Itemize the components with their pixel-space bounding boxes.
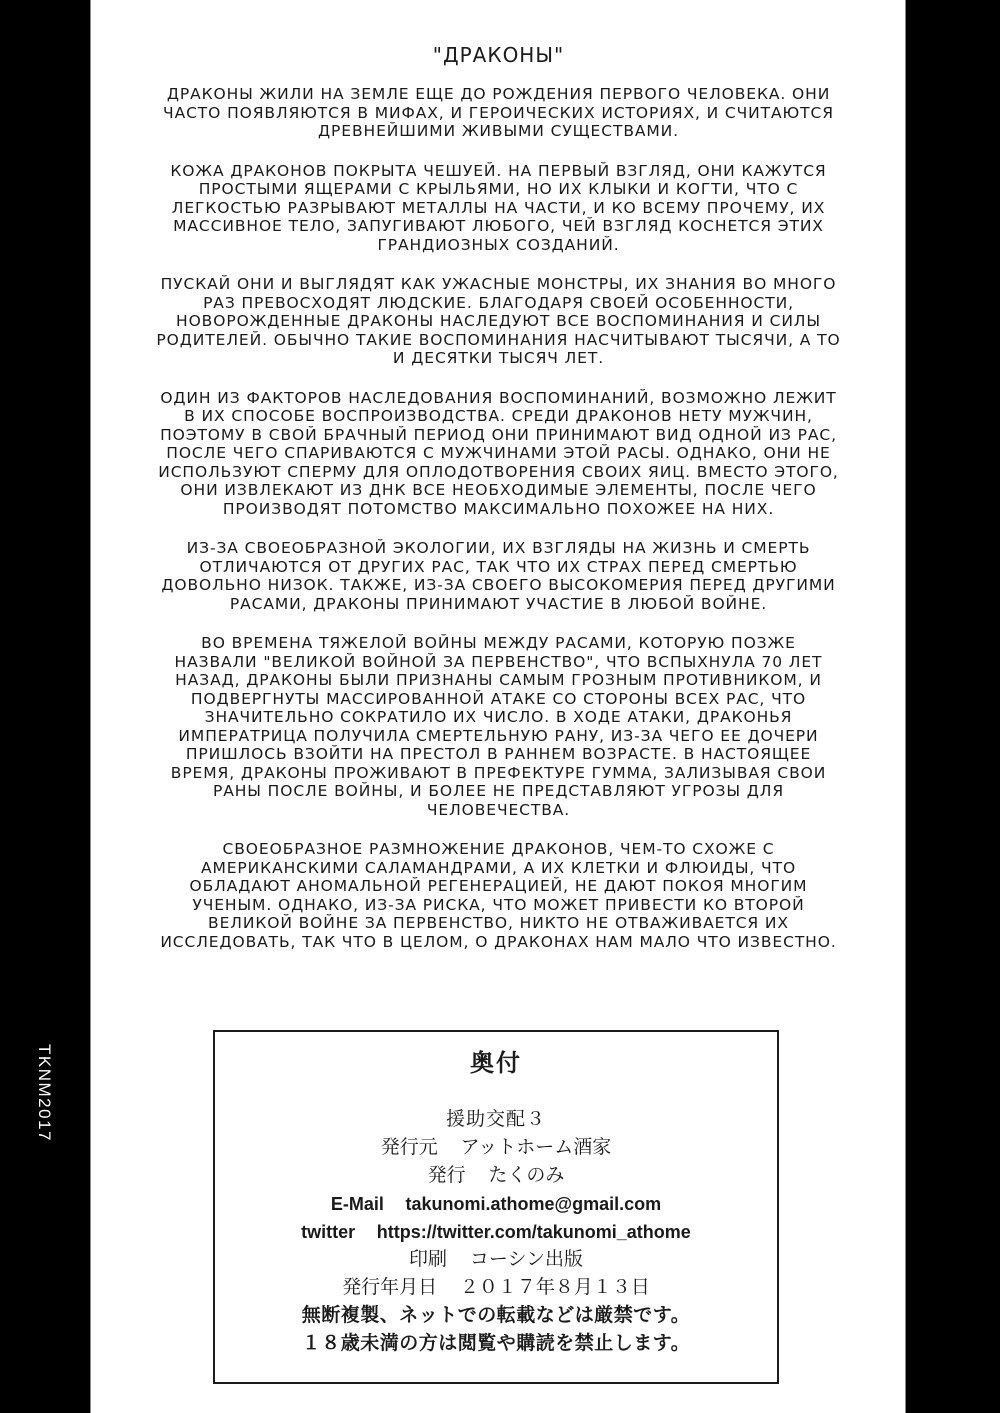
story-line: ПОЭТОМУ В СВОЙ БРАЧНЫЙ ПЕРИОД ОНИ ПРИНИМАЮТ ВИД ОДНОЙ ИЗ РАС, xyxy=(160,425,837,444)
colophon-row-value: https://twitter.com/takunomi_athome xyxy=(376,1222,691,1242)
story-line: АМЕРИКАНСКИМИ САЛАМАНДРАМИ, А ИХ КЛЕТКИ И ФЛЮИДЫ, ЧТО xyxy=(200,858,797,877)
story-line: ЧЕЛОВЕЧЕСТВА. xyxy=(426,800,571,819)
story-line: РАСАМИ, ДРАКОНЫ ПРИНИМАЮТ УЧАСТИЕ В ЛЮБОЙ ВОЙНЕ. xyxy=(229,594,768,613)
story-line: ПРОСТЫМИ ЯЩЕРАМИ С КРЫЛЬЯМИ, НО ИХ КЛЫКИ И КОГТИ, ЧТО С xyxy=(198,180,799,198)
story-line: В ИХ СПОСОБЕ ВОСПРОИЗВОДСТВА. СРЕДИ ДРАКОНОВ НЕТУ МУЖЧИН, xyxy=(184,407,813,425)
colophon-row-label: 発行 xyxy=(427,1165,466,1186)
story-line: МАССИВНОЕ ТЕЛО, ЗАПУГИВАЮТ ЛЮБОГО, ЧЕЙ ВЗГЛЯД КОСНЕТСЯ ЭТИХ xyxy=(173,217,824,235)
story-line: ГРАНДИОЗНЫХ СОЗДАНИЙ. xyxy=(377,235,620,254)
story-paragraph xyxy=(91,275,906,368)
story-line: КОЖА ДРАКОНОВ ПОКРЫТА ЧЕШУЕЙ. НА ПЕРВЫЙ ВЗГЛЯД, ОНИ КАЖУТСЯ xyxy=(170,161,827,180)
colophon-notice: １８歳未満の方は閲覧や購読を禁止します。 xyxy=(301,1333,691,1354)
story-line: РАЗ ПРЕВОСХОДЯТ ЛЮДСКИЕ. БЛАГОДАРЯ СВОЕЙ ОСОБЕННОСТИ, xyxy=(203,293,794,312)
story-line: ИССЛЕДОВАТЬ, ТАК ЧТО В ЦЕЛОМ, О ДРАКОНАХ НАМ МАЛО ЧТО ИЗВЕСТНО. xyxy=(160,932,837,951)
colophon-heading: 奥付 xyxy=(470,1050,522,1077)
story-paragraph xyxy=(91,389,906,519)
colophon-row-value: たくのみ xyxy=(488,1165,565,1186)
left-scan-margin xyxy=(0,0,91,1413)
colophon-rows xyxy=(215,1134,777,1302)
story-line: ВО ВРЕМЕНА ТЯЖЕЛОЙ ВОЙНЫ МЕЖДУ РАСАМИ, КОТОРУЮ ПОЗЖЕ xyxy=(201,634,796,652)
story-line: ИЗ-ЗА СВОЕОБРАЗНОЙ ЭКОЛОГИИ, ИХ ВЗГЛЯДЫ НА ЖИЗНЬ И СМЕРТЬ xyxy=(186,539,811,557)
story-paragraph xyxy=(91,840,906,951)
colophon-row xyxy=(215,1190,777,1218)
colophon-row-value: コーシン出版 xyxy=(469,1249,583,1270)
story-line: ПРИШЛОСЬ ВЗОЙТИ НА ПРЕСТОЛ В РАННЕМ ВОЗРАСТЕ. В НАСТОЯЩЕЕ xyxy=(185,745,812,763)
story-title: "ДРАКОНЫ" xyxy=(432,43,565,67)
story-line: ЛЕГКОСТЬЮ РАЗРЫВАЮТ МЕТАЛЛЫ НА ЧАСТИ, И КО ВСЕМУ ПРОЧЕМУ, ИХ xyxy=(171,198,826,217)
story-line: НОВОРОЖДЕННЫЕ ДРАКОНЫ НАСЛЕДУЮТ ВСЕ ВОСПОМИНАНИЯ И СИЛЫ xyxy=(176,312,821,330)
story-line: ОБЛАДАЮТ АНОМАЛЬНОЙ РЕГЕНЕРАЦИЕЙ, НЕ ДАЮТ ПОКОЯ МНОГИМ xyxy=(189,877,808,895)
work-title: 援助交配３ xyxy=(445,1109,546,1130)
story-line: ВЕЛИКОЙ ВОЙНЕ ЗА ПЕРВЕНСТВО, НИКТО НЕ ОТВАЖИВАЕТСЯ ИХ xyxy=(208,914,789,932)
story-paragraph xyxy=(91,539,906,613)
colophon-box xyxy=(213,1030,779,1384)
story-line: РАНЫ ПОСЛЕ ВОЙНЫ, И БОЛЕЕ НЕ ПРЕДСТАВЛЯЮТ УГРОЗЫ ДЛЯ xyxy=(212,782,785,800)
story-line: ИМПЕРАТРИЦА ПОЛУЧИЛА СМЕРТЕЛЬНУЮ РАНУ, ИЗ-ЗА ЧЕГО ЕЕ ДОЧЕРИ xyxy=(178,726,819,745)
colophon-row-value: アットホーム酒家 xyxy=(460,1137,612,1158)
colophon-row-label: 発行元 xyxy=(380,1137,438,1158)
colophon-row-value: ２０１７年８月１３日 xyxy=(459,1277,650,1298)
colophon-row-label: twitter xyxy=(301,1222,356,1242)
colophon-row xyxy=(215,1134,777,1162)
story-line: ДОВОЛЬНО НИЗОК. ТАКЖЕ, ИЗ-ЗА СВОЕГО ВЫСОКОМЕРИЯ ПЕРЕД ДРУГИМИ xyxy=(161,576,836,594)
colophon-row-label: E-Mail xyxy=(330,1194,384,1214)
colophon-notices xyxy=(215,1302,777,1358)
story-paragraph xyxy=(91,634,906,819)
right-scan-margin xyxy=(905,0,1000,1413)
colophon-row xyxy=(215,1162,777,1190)
colophon-row xyxy=(215,1274,777,1302)
story-line: ЧАСТО ПОЯВЛЯЮТСЯ В МИФАХ, И ГЕРОИЧЕСКИХ ИСТОРИЯХ, И СЧИТАЮТСЯ xyxy=(163,103,834,122)
story-line: ДРЕВНЕЙШИМИ ЖИВЫМИ СУЩЕСТВАМИ. xyxy=(318,122,679,140)
colophon-row xyxy=(215,1218,777,1246)
story-line: ПРОИЗВОДЯТ ПОТОМСТВО МАКСИМАЛЬНО ПОХОЖЕЕ НА НИХ. xyxy=(222,499,775,518)
colophon-notice: 無断複製、ネットでの転載などは厳禁です。 xyxy=(301,1305,691,1326)
story-line: ДРАКОНЫ ЖИЛИ НА ЗЕМЛЕ ЕЩЕ ДО РОЖДЕНИЯ ПЕРВОГО ЧЕЛОВЕКА. ОНИ xyxy=(166,85,831,103)
story-line: ВРЕМЯ, ДРАКОНЫ ПРОЖИВАЮТ В ПРЕФЕКТУРЕ ГУММА, ЗАЛИЗЫВАЯ СВОИ xyxy=(170,763,827,782)
story-line: НАЗАД, ДРАКОНЫ БЫЛИ ПРИЗНАНЫ САМЫМ ГРОЗНЫМ ПРОТИВНИКОМ, И xyxy=(175,671,822,689)
story-line: ОДИН ИЗ ФАКТОРОВ НАСЛЕДОВАНИЯ ВОСПОМИНАНИЙ, ВОЗМОЖНО ЛЕЖИТ xyxy=(160,388,837,407)
story-paragraph xyxy=(91,162,906,255)
colophon-row-label: 印刷 xyxy=(409,1249,448,1270)
colophon-row xyxy=(215,1246,777,1274)
story-line: НАЗВАЛИ "ВЕЛИКОЙ ВОЙНОЙ ЗА ПЕРВЕНСТВО", ЧТО ВСПЫХНУЛА 70 ЛЕТ xyxy=(174,652,823,671)
story-line: ОТЛИЧАЮТСЯ ОТ ДРУГИХ РАС, ТАК ЧТО ИХ СТРАХ ПЕРЕД СМЕРТЬЮ xyxy=(199,557,798,576)
colophon-row-value: takunomi.athome@gmail.com xyxy=(405,1194,662,1214)
story-line: ОНИ ИЗВЛЕКАЮТ ИЗ ДНК ВСЕ НЕОБХОДИМЫЕ ЭЛЕМЕНТЫ, ПОСЛЕ ЧЕГО xyxy=(180,481,817,499)
scanlation-credit-vertical-text: TKNM2017 xyxy=(35,1044,54,1142)
story-text-block xyxy=(91,45,906,972)
story-line: ИСПОЛЬЗУЮТ СПЕРМУ ДЛЯ ОПЛОДОТВОРЕНИЯ СВОИХ ЯИЦ. ВМЕСТО ЭТОГО, xyxy=(158,462,839,481)
story-paragraphs xyxy=(91,85,906,951)
story-line: ЗНАЧИТЕЛЬНО СОКРАТИЛО ИХ ЧИСЛО. В ХОДЕ АТАКИ, ДРАКОНЬЯ xyxy=(204,708,793,726)
story-line: ПУСКАЙ ОНИ И ВЫГЛЯДЯТ КАК УЖАСНЫЕ МОНСТРЫ, ИХ ЗНАНИЯ ВО МНОГО xyxy=(160,275,837,293)
story-line: ПОДВЕРГНУТЫ МАССИРОВАННОЙ АТАКЕ СО СТОРОНЫ ВСЕХ РАС, ЧТО xyxy=(190,689,807,708)
story-line: РОДИТЕЛЕЙ. ОБЫЧНО ТАКИЕ ВОСПОМИНАНИЯ НАСЧИТЫВАЮТ ТЫСЯЧИ, А ТО xyxy=(156,330,841,349)
story-line: УЧЕНЫМ. ОДНАКО, ИЗ-ЗА РИСКА, ЧТО МОЖЕТ ПРИВЕСТИ КО ВТОРОЙ xyxy=(192,895,805,914)
story-line: СВОЕОБРАЗНОЕ РАЗМНОЖЕНИЕ ДРАКОНОВ, ЧЕМ-ТО СХОЖЕ С xyxy=(222,840,775,858)
story-line: И ДЕСЯТКИ ТЫСЯЧ ЛЕТ. xyxy=(392,349,605,367)
colophon-row-label: 発行年月日 xyxy=(342,1277,438,1298)
story-line: ПОСЛЕ ЧЕГО СПАРИВАЮТСЯ С МУЖЧИНАМИ ЭТОЙ РАСЫ. ОДНАКО, ОНИ НЕ xyxy=(166,444,831,462)
story-paragraph xyxy=(91,85,906,141)
